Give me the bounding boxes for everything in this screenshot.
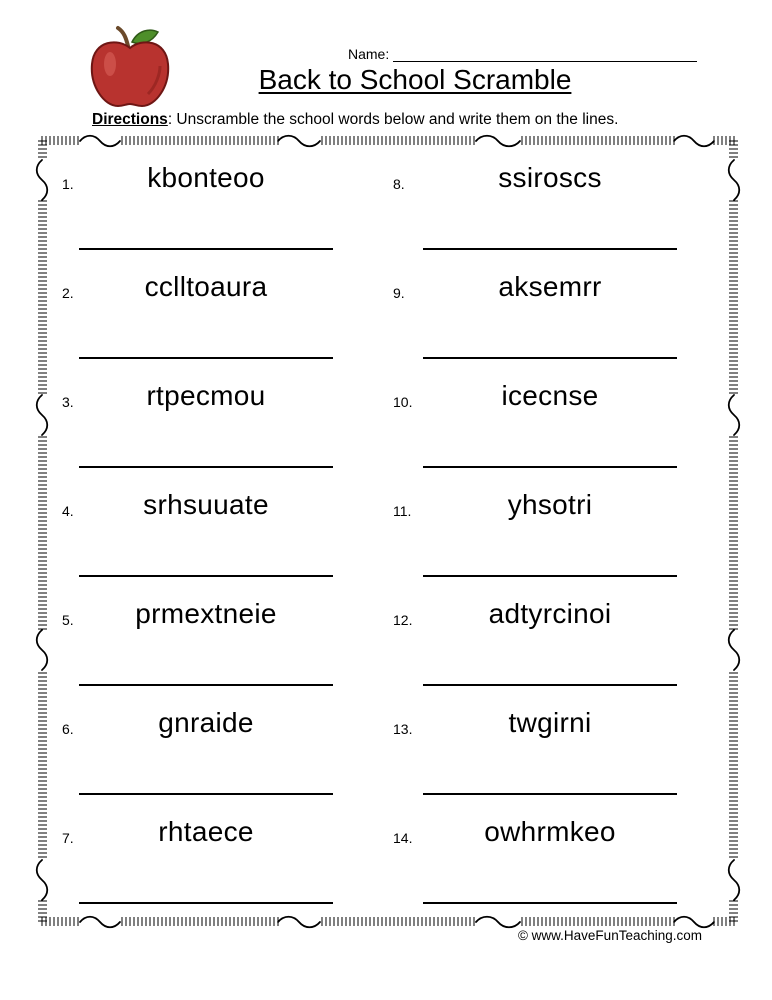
answer-line[interactable] xyxy=(423,357,677,359)
scrambled-word: kbonteoo xyxy=(147,162,265,193)
scrambled-word: yhsotri xyxy=(507,489,593,520)
answer-line[interactable] xyxy=(423,248,677,250)
scrambled-word: cclltoaura xyxy=(144,271,268,302)
item-number: 9. xyxy=(393,285,405,301)
answer-line[interactable] xyxy=(423,684,677,686)
scrambled-word: icecnse xyxy=(501,380,599,411)
scrambled-word: adtyrcinoi xyxy=(488,598,612,629)
answer-line[interactable] xyxy=(423,466,677,468)
item-number: 4. xyxy=(62,503,74,519)
scrambled-word: rtpecmou xyxy=(146,380,266,411)
scrambled-word: srhsuuate xyxy=(143,489,269,520)
answer-line[interactable] xyxy=(79,684,333,686)
answer-line[interactable] xyxy=(79,248,333,250)
item-number: 7. xyxy=(62,830,74,846)
scrambled-word: aksemrr xyxy=(498,271,602,302)
scrambled-word: ssiroscs xyxy=(498,162,602,193)
item-number: 12. xyxy=(393,612,413,628)
item-number: 2. xyxy=(62,285,74,301)
answer-line[interactable] xyxy=(423,902,677,904)
scrambled-word: rhtaece xyxy=(158,816,254,847)
item-number: 1. xyxy=(62,176,74,192)
item-number: 3. xyxy=(62,394,74,410)
answer-line[interactable] xyxy=(79,357,333,359)
item-number: 5. xyxy=(62,612,74,628)
name-label: Name: xyxy=(348,46,390,62)
item-number: 6. xyxy=(62,721,74,737)
item-number: 8. xyxy=(393,176,405,192)
item-number: 14. xyxy=(393,830,413,846)
answer-line[interactable] xyxy=(423,575,677,577)
page-title: Back to School Scramble xyxy=(258,64,572,95)
item-number: 13. xyxy=(393,721,413,737)
scrambled-word: gnraide xyxy=(158,707,254,738)
answer-line[interactable] xyxy=(79,902,333,904)
copyright-text: © www.HaveFunTeaching.com xyxy=(517,928,702,943)
scrambled-word: prmextneie xyxy=(135,598,277,629)
directions-label: Directions xyxy=(92,111,168,128)
scrambled-word: twgirni xyxy=(508,707,592,738)
answer-line[interactable] xyxy=(423,793,677,795)
item-number: 11. xyxy=(393,503,412,519)
directions-text: : Unscramble the school words below and write them on the lines. xyxy=(167,111,619,128)
answer-line[interactable] xyxy=(79,793,333,795)
answer-line[interactable] xyxy=(79,466,333,468)
scrambled-word: owhrmkeo xyxy=(484,816,616,847)
item-number: 10. xyxy=(393,394,413,410)
answer-line[interactable] xyxy=(79,575,333,577)
